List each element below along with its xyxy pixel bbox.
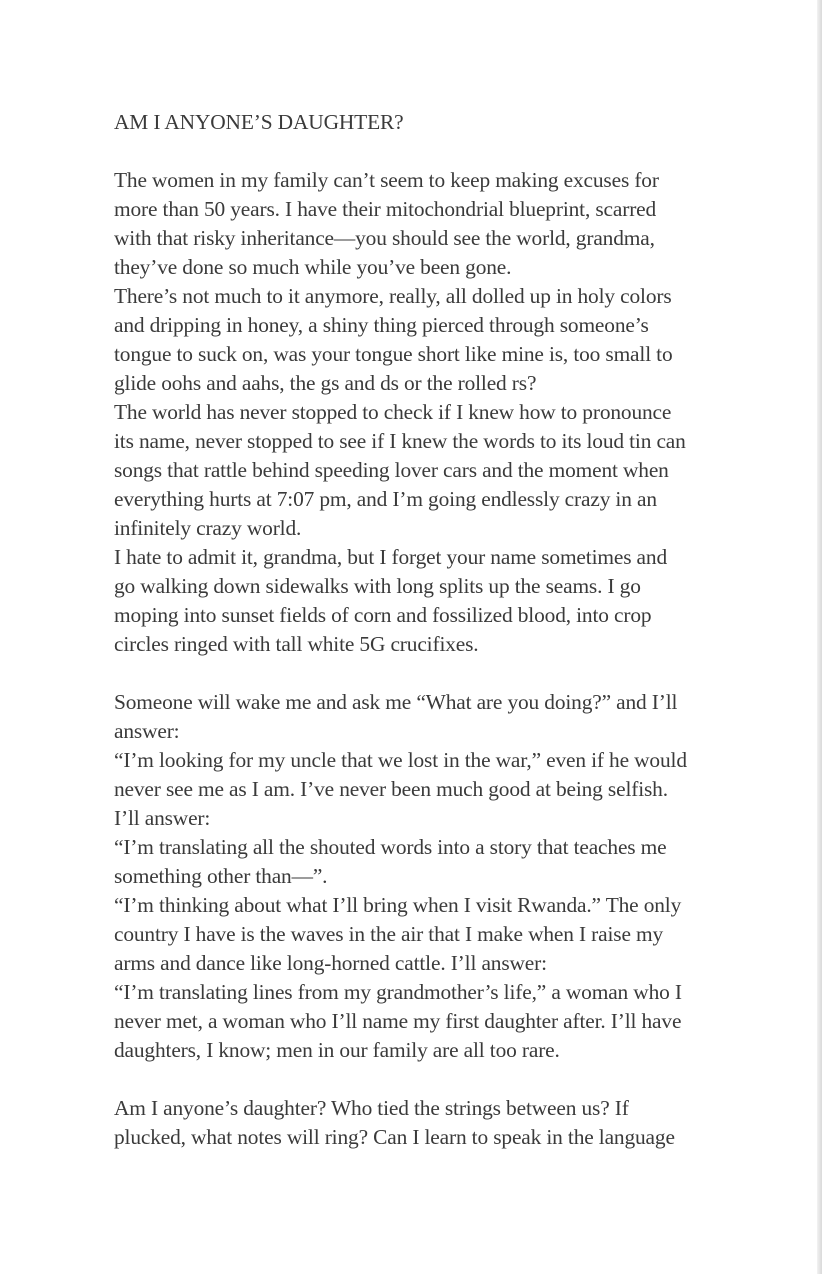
- text-line: its name, never stopped to see if I knew the words to its loud tin can: [114, 429, 686, 453]
- text-line: with that risky inheritance—you should see the world, grandma,: [114, 226, 655, 250]
- text-line: something other than—”.: [114, 864, 328, 888]
- stanza-gap: [114, 1065, 724, 1094]
- text-line: “I’m translating lines from my grandmother’s life,” a woman who I: [114, 980, 682, 1004]
- text-line: plucked, what notes will ring? Can I learn to speak in the language: [114, 1125, 675, 1149]
- text-line: more than 50 years. I have their mitochondrial blueprint, scarred: [114, 197, 657, 221]
- text-line: “I’m translating all the shouted words into a story that teaches me: [114, 835, 667, 859]
- text-line: and dripping in honey, a shiny thing pierced through someone’s: [114, 313, 649, 337]
- text-line: I hate to admit it, grandma, but I forget your name sometimes and: [114, 545, 667, 569]
- text-line: The world has never stopped to check if I knew how to pronounce: [114, 400, 672, 424]
- text-line: “I’m thinking about what I’ll bring when I visit Rwanda.” The only: [114, 893, 682, 917]
- stanza-gap: [114, 137, 724, 166]
- text-line: daughters, I know; men in our family are all too rare.: [114, 1038, 560, 1062]
- text-line: Am I anyone’s daughter? Who tied the strings between us? If: [114, 1096, 629, 1120]
- text-line: moping into sunset fields of corn and fossilized blood, into crop: [114, 603, 652, 627]
- text-line: There’s not much to it anymore, really, all dolled up in holy colors: [114, 284, 672, 308]
- page-edge-shadow: [817, 0, 822, 1274]
- text-line: never see me as I am. I’ve never been much good at being selfish.: [114, 777, 668, 801]
- text-line: glide oohs and aahs, the gs and ds or the rolled rs?: [114, 371, 537, 395]
- text-line: “I’m looking for my uncle that we lost in the war,” even if he would: [114, 748, 687, 772]
- text-line: tongue to suck on, was your tongue short like mine is, too small to: [114, 342, 673, 366]
- text-line: answer:: [114, 719, 180, 743]
- text-line: The women in my family can’t seem to keep making excuses for: [114, 168, 659, 192]
- poem-title: AM I ANYONE’S DAUGHTER?: [114, 110, 404, 134]
- text-line: arms and dance like long-horned cattle. I’ll answer:: [114, 951, 547, 975]
- text-line: songs that rattle behind speeding lover cars and the moment when: [114, 458, 669, 482]
- text-line: circles ringed with tall white 5G crucifixes.: [114, 632, 479, 656]
- text-line: Someone will wake me and ask me “What are you doing?” and I’ll: [114, 690, 678, 714]
- text-line: go walking down sidewalks with long splits up the seams. I go: [114, 574, 641, 598]
- stanza-gap: [114, 659, 724, 688]
- text-line: they’ve done so much while you’ve been gone.: [114, 255, 512, 279]
- text-line: country I have is the waves in the air that I make when I raise my: [114, 922, 664, 946]
- text-line: infinitely crazy world.: [114, 516, 302, 540]
- text-line: I’ll answer:: [114, 806, 211, 830]
- text-line: never met, a woman who I’ll name my first daughter after. I’ll have: [114, 1009, 682, 1033]
- text-line: everything hurts at 7:07 pm, and I’m going endlessly crazy in an: [114, 487, 657, 511]
- poem-body: [114, 108, 724, 1152]
